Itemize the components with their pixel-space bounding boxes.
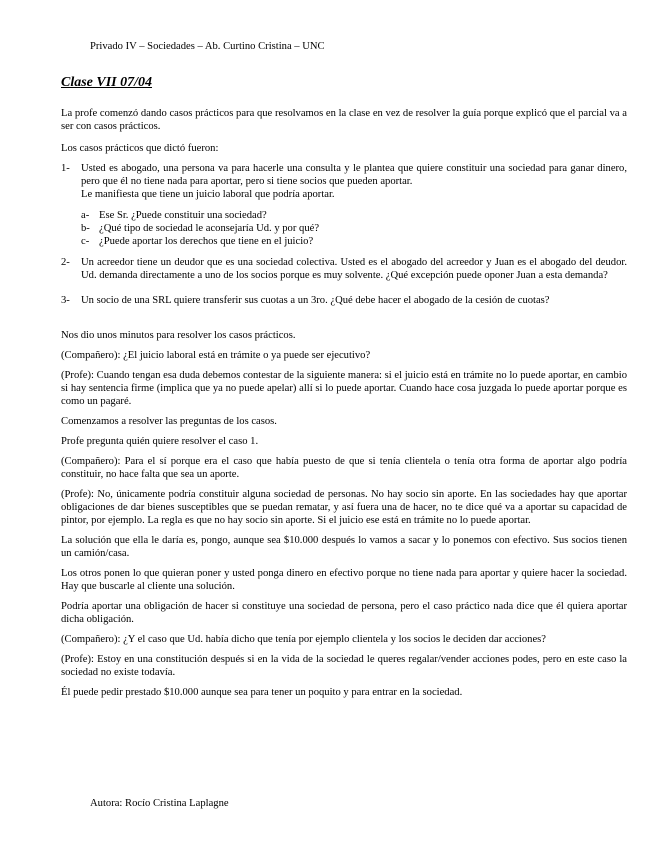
case-text: Le manifiesta que tiene un juicio laboral que podría aportar. bbox=[81, 189, 335, 200]
body-paragraph: Los otros ponen lo que quieran poner y usted ponga dinero en efectivo porque no tiene nada para aportar y quiere hacer la sociedad. Hay que buscarle al cliente una solución. bbox=[61, 568, 627, 592]
case-text: Usted es abogado, una persona va para hacerle una consulta y le plantea que quiere constituir una sociedad para ganar dinero, pero que él no tiene nada para aportar, pero si tiene socios que pueden aportar. bbox=[81, 163, 627, 187]
case-number: 1- bbox=[61, 163, 70, 174]
subquestion-letter: b- bbox=[81, 223, 90, 234]
document-body bbox=[61, 107, 627, 706]
body-paragraph: Podría aportar una obligación de hacer si constituye una sociedad de persona, pero el caso práctico nada dice que él quiera aportar dicha obligación. bbox=[61, 601, 627, 625]
body-paragraph: Él puede pedir prestado $10.000 aunque sea para tener un poquito y para entrar en la sociedad. bbox=[61, 687, 463, 698]
case-item bbox=[61, 256, 627, 282]
intro-paragraph: Los casos prácticos que dictó fueron: bbox=[61, 143, 219, 154]
case-text: Un socio de una SRL quiere transferir sus cuotas a un 3ro. ¿Qué debe hacer el abogado de la cesión de cuotas? bbox=[81, 295, 550, 306]
case-number: 3- bbox=[61, 295, 70, 306]
author-footer: Autora: Rocío Cristina Laplagne bbox=[90, 798, 229, 809]
body-paragraph: Profe pregunta quién quiere resolver el caso 1. bbox=[61, 436, 259, 447]
subquestion-letter: c- bbox=[81, 236, 90, 247]
subquestion bbox=[81, 235, 627, 248]
body-paragraph: (Profe): Cuando tengan esa duda debemos contestar de la siguiente manera: si el juicio está en trámite no lo puede aportar, en cambio si hay sentencia firme (implica que ya no puede apelar) allí si lo puede aportar. Cuando hace cosa juzgada lo puede aportar porque es como un pagaré. bbox=[61, 370, 627, 407]
subquestion-letter: a- bbox=[81, 210, 90, 221]
body-paragraph: (Profe): No, únicamente podría constituir alguna sociedad de personas. No hay socio sin aporte. En las sociedades hay que aportar obligaciones de dar bienes susceptibles que se puedan rematar, y así fuera una de hacer, no te dice qué va a aportar su capacidad de pintor, por ejemplo. La regla es que no hay socio sin aporte. Si el juicio ese está en trámite no lo puede aportar. bbox=[61, 489, 627, 526]
subquestion-text: Ese Sr. ¿Puede constituir una sociedad? bbox=[99, 210, 267, 221]
body-paragraph: La solución que ella le daría es, pongo, aunque sea $10.000 después lo vamos a sacar y lo ponemos con efectivo. Sus socios tienen un camión/casa. bbox=[61, 535, 627, 559]
subquestion bbox=[81, 222, 627, 235]
case-text: Un acreedor tiene un deudor que es una sociedad colectiva. Usted es el abogado del acreedor y Juan es el abogado del deudor. Ud. demanda directamente a uno de los socios porque es muy solvente. ¿Qué excepción puede oponer Juan a esta demanda? bbox=[81, 257, 627, 281]
intro-paragraph: La profe comenzó dando casos prácticos para que resolvamos en la clase en vez de resolver la guía porque explicó que el parcial va a ser con casos prácticos. bbox=[61, 108, 627, 132]
page-header: Privado IV – Sociedades – Ab. Curtino Cristina – UNC bbox=[90, 41, 325, 52]
case-item bbox=[61, 294, 627, 307]
body-paragraph: Comenzamos a resolver las preguntas de los casos. bbox=[61, 416, 277, 427]
body-paragraph: (Compañero): Para el sí porque era el caso que había puesto de que si tenía clientela o tenía otra forma de aportar algo podría constituir, no hace falta que sea un aporte. bbox=[61, 456, 627, 480]
body-paragraph: (Compañero): ¿Y el caso que Ud. había dicho que tenía por ejemplo clientela y los socios le deciden dar acciones? bbox=[61, 634, 546, 645]
case-subquestions bbox=[81, 209, 627, 248]
subquestion-text: ¿Qué tipo de sociedad le aconsejaría Ud. y por qué? bbox=[99, 223, 320, 234]
class-title: Clase VII 07/04 bbox=[61, 75, 153, 90]
case-item bbox=[61, 162, 627, 201]
body-paragraph: (Profe): Estoy en una constitución después si en la vida de la sociedad le queres regalar/vender acciones podes, pero en este caso la sociedad no existe todavía. bbox=[61, 654, 627, 678]
body-paragraph: Nos dio unos minutos para resolver los casos prácticos. bbox=[61, 330, 296, 341]
subquestion-text: ¿Puede aportar los derechos que tiene en el juicio? bbox=[99, 236, 314, 247]
body-paragraph: (Compañero): ¿El juicio laboral está en trámite o ya puede ser ejecutivo? bbox=[61, 350, 371, 361]
subquestion bbox=[81, 209, 627, 222]
case-number: 2- bbox=[61, 257, 70, 268]
